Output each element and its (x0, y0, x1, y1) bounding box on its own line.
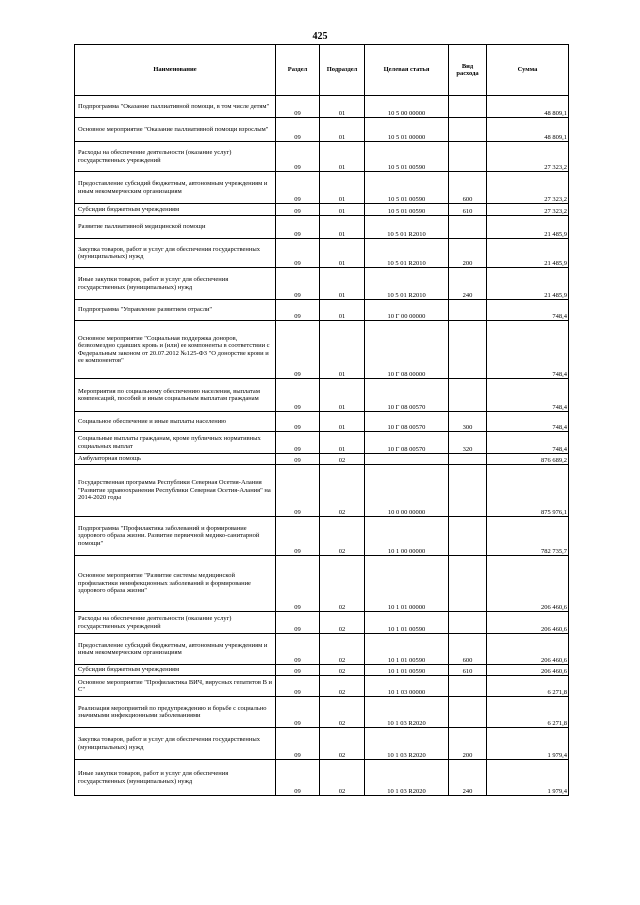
cell-section: 09 (276, 556, 320, 612)
cell-target: 10 1 03 R2020 (365, 760, 449, 796)
cell-target: 10 0 00 00000 (365, 465, 449, 517)
cell-name: Предоставление субсидий бюджетным, автономным учреждениям и иным некоммерческим организациям (75, 634, 276, 665)
cell-section: 09 (276, 760, 320, 796)
cell-amount: 748,4 (487, 321, 569, 379)
cell-amount: 6 271,8 (487, 697, 569, 728)
table-row (75, 465, 569, 517)
cell-amount: 206 460,6 (487, 634, 569, 665)
cell-name: Основное мероприятие "Развитие системы медицинской профилактики неинфекционных заболеваний и формирование здорового образа жизни" (75, 556, 276, 612)
cell-target: 10 Г 08 00570 (365, 412, 449, 432)
cell-name: Иные закупки товаров, работ и услуг для обеспечения государственных (муниципальных) нужд (75, 760, 276, 796)
header-exp-type: Вид расхода (449, 45, 487, 96)
cell-section: 09 (276, 379, 320, 412)
cell-section: 09 (276, 634, 320, 665)
cell-exp-type: 200 (449, 728, 487, 760)
cell-amount: 876 689,2 (487, 454, 569, 465)
cell-amount: 48 809,1 (487, 96, 569, 118)
cell-name: Реализация мероприятий по предупреждению и борьбе с социально значимыми инфекционными заболеваниями (75, 697, 276, 728)
cell-target: 10 5 01 R2010 (365, 239, 449, 268)
cell-section: 09 (276, 204, 320, 216)
table-row (75, 300, 569, 321)
table-row (75, 204, 569, 216)
cell-exp-type (449, 321, 487, 379)
cell-subsection: 02 (320, 676, 365, 697)
cell-target: 10 5 01 00590 (365, 204, 449, 216)
cell-subsection: 02 (320, 465, 365, 517)
cell-section: 09 (276, 676, 320, 697)
table-row (75, 665, 569, 676)
cell-section: 09 (276, 665, 320, 676)
table-row (75, 412, 569, 432)
cell-subsection: 01 (320, 432, 365, 454)
cell-amount: 6 271,8 (487, 676, 569, 697)
cell-name: Государственная программа Республики Северная Осетия-Алания "Развитие здравоохранения Республики Северная Осетия-Алания" на 2014-2020 годы (75, 465, 276, 517)
cell-exp-type: 610 (449, 665, 487, 676)
cell-name: Предоставление субсидий бюджетным, автономным учреждениям и иным некоммерческим организациям (75, 172, 276, 204)
table-row (75, 432, 569, 454)
cell-name: Основное мероприятие "Социальная поддержка доноров, безвозмездно сдавших кровь и (или) ее компоненты в соответствии с Федеральным законом от 20.07.2012 №125-ФЗ "О донорстве крови и ее компонентов" (75, 321, 276, 379)
cell-exp-type: 300 (449, 412, 487, 432)
cell-amount: 748,4 (487, 432, 569, 454)
header-section: Раздел (276, 45, 320, 96)
cell-subsection: 01 (320, 412, 365, 432)
cell-target: 10 Г 08 00570 (365, 379, 449, 412)
table-row (75, 268, 569, 300)
cell-section: 09 (276, 142, 320, 172)
cell-name: Субсидии бюджетным учреждениям (75, 204, 276, 216)
cell-subsection: 02 (320, 760, 365, 796)
cell-target: 10 5 01 R2010 (365, 268, 449, 300)
cell-target: 10 Г 08 00570 (365, 432, 449, 454)
cell-amount: 27 323,2 (487, 172, 569, 204)
table-row (75, 96, 569, 118)
cell-name: Основное мероприятие "Профилактика ВИЧ, вирусных гепатитов В и С" (75, 676, 276, 697)
cell-section: 09 (276, 118, 320, 142)
cell-name: Амбулаторная помощь (75, 454, 276, 465)
cell-amount: 1 979,4 (487, 728, 569, 760)
cell-name: Подпрограмма "Оказание паллиативной помощи, в том числе детям" (75, 96, 276, 118)
cell-amount: 27 323,2 (487, 204, 569, 216)
cell-amount: 27 323,2 (487, 142, 569, 172)
cell-subsection: 02 (320, 634, 365, 665)
cell-section: 09 (276, 454, 320, 465)
cell-subsection: 02 (320, 728, 365, 760)
cell-amount: 21 485,9 (487, 268, 569, 300)
cell-target: 10 Г 08 00000 (365, 321, 449, 379)
cell-name: Развитие паллиативной медицинской помощи (75, 216, 276, 239)
cell-target (365, 454, 449, 465)
cell-subsection: 02 (320, 697, 365, 728)
cell-amount: 21 485,9 (487, 216, 569, 239)
budget-table (74, 44, 569, 796)
cell-section: 09 (276, 172, 320, 204)
cell-exp-type (449, 676, 487, 697)
table-row (75, 454, 569, 465)
cell-target: 10 5 01 R2010 (365, 216, 449, 239)
cell-target: 10 1 01 00590 (365, 634, 449, 665)
cell-name: Подпрограмма "Профилактика заболеваний и формирование здорового образа жизни. Развитие первичной медико-санитарной помощи" (75, 517, 276, 556)
table-row (75, 517, 569, 556)
cell-amount: 875 976,1 (487, 465, 569, 517)
cell-name: Иные закупки товаров, работ и услуг для обеспечения государственных (муниципальных) нужд (75, 268, 276, 300)
table-row (75, 172, 569, 204)
cell-exp-type (449, 379, 487, 412)
cell-target: 10 1 00 00000 (365, 517, 449, 556)
cell-section: 09 (276, 697, 320, 728)
cell-section: 09 (276, 216, 320, 239)
table-row (75, 216, 569, 239)
cell-exp-type (449, 612, 487, 634)
cell-section: 09 (276, 612, 320, 634)
cell-target: 10 1 01 00590 (365, 612, 449, 634)
cell-subsection: 01 (320, 321, 365, 379)
table-row (75, 556, 569, 612)
header-subsection: Подраздел (320, 45, 365, 96)
cell-section: 09 (276, 517, 320, 556)
cell-section: 09 (276, 321, 320, 379)
cell-target: 10 1 03 00000 (365, 676, 449, 697)
table-row (75, 118, 569, 142)
cell-name: Расходы на обеспечение деятельности (оказание услуг) государственных учреждений (75, 612, 276, 634)
cell-subsection: 02 (320, 556, 365, 612)
cell-name: Мероприятия по социальному обеспечению населения, выплатам компенсаций, пособий и иным социальным выплатам гражданам (75, 379, 276, 412)
cell-subsection: 01 (320, 142, 365, 172)
cell-exp-type (449, 96, 487, 118)
cell-amount: 782 735,7 (487, 517, 569, 556)
cell-subsection: 02 (320, 665, 365, 676)
table-row (75, 239, 569, 268)
cell-amount: 206 460,6 (487, 556, 569, 612)
cell-target: 10 1 01 00590 (365, 665, 449, 676)
cell-name: Основное мероприятие "Оказание паллиативной помощи взрослым" (75, 118, 276, 142)
cell-section: 09 (276, 412, 320, 432)
cell-exp-type (449, 454, 487, 465)
cell-exp-type (449, 465, 487, 517)
table-row (75, 634, 569, 665)
cell-section: 09 (276, 465, 320, 517)
cell-section: 09 (276, 96, 320, 118)
cell-section: 09 (276, 728, 320, 760)
cell-name: Подпрограмма "Управление развитием отрасли" (75, 300, 276, 321)
cell-amount: 1 979,4 (487, 760, 569, 796)
cell-name: Социальные выплаты гражданам, кроме публичных нормативных социальных выплат (75, 432, 276, 454)
table-row (75, 142, 569, 172)
table-row (75, 379, 569, 412)
header-name: Наименование (75, 45, 276, 96)
cell-target: 10 1 03 R2020 (365, 697, 449, 728)
cell-amount: 748,4 (487, 300, 569, 321)
cell-exp-type (449, 118, 487, 142)
cell-target: 10 5 00 00000 (365, 96, 449, 118)
cell-subsection: 01 (320, 239, 365, 268)
table-row (75, 676, 569, 697)
cell-amount: 206 460,6 (487, 665, 569, 676)
cell-exp-type: 600 (449, 172, 487, 204)
cell-name: Закупка товаров, работ и услуг для обеспечения государственных (муниципальных) нужд (75, 239, 276, 268)
table-row (75, 321, 569, 379)
cell-exp-type: 320 (449, 432, 487, 454)
cell-subsection: 01 (320, 96, 365, 118)
cell-exp-type (449, 556, 487, 612)
cell-subsection: 01 (320, 216, 365, 239)
cell-exp-type: 240 (449, 268, 487, 300)
cell-target: 10 Г 00 00000 (365, 300, 449, 321)
cell-section: 09 (276, 268, 320, 300)
cell-subsection: 01 (320, 204, 365, 216)
table-header-row (75, 45, 569, 96)
cell-subsection: 01 (320, 379, 365, 412)
cell-exp-type: 610 (449, 204, 487, 216)
cell-subsection: 01 (320, 300, 365, 321)
cell-amount: 748,4 (487, 412, 569, 432)
cell-target: 10 1 01 00000 (365, 556, 449, 612)
cell-exp-type: 200 (449, 239, 487, 268)
header-target: Целевая статья (365, 45, 449, 96)
cell-name: Социальное обеспечение и иные выплаты населению (75, 412, 276, 432)
cell-subsection: 01 (320, 172, 365, 204)
cell-target: 10 5 01 00000 (365, 118, 449, 142)
cell-amount: 748,4 (487, 379, 569, 412)
cell-section: 09 (276, 300, 320, 321)
table-row (75, 728, 569, 760)
cell-amount: 21 485,9 (487, 239, 569, 268)
cell-exp-type: 240 (449, 760, 487, 796)
cell-section: 09 (276, 432, 320, 454)
cell-subsection: 01 (320, 118, 365, 142)
cell-exp-type (449, 517, 487, 556)
cell-name: Расходы на обеспечение деятельности (оказание услуг) государственных учреждений (75, 142, 276, 172)
cell-exp-type (449, 142, 487, 172)
cell-amount: 48 809,1 (487, 118, 569, 142)
cell-target: 10 5 01 00590 (365, 142, 449, 172)
cell-subsection: 01 (320, 268, 365, 300)
header-amount: Сумма (487, 45, 569, 96)
page-number: 425 (312, 31, 328, 42)
cell-subsection: 02 (320, 517, 365, 556)
table-row (75, 760, 569, 796)
cell-exp-type (449, 697, 487, 728)
cell-subsection: 02 (320, 454, 365, 465)
cell-exp-type: 600 (449, 634, 487, 665)
cell-name: Субсидии бюджетным учреждениям (75, 665, 276, 676)
table-row (75, 697, 569, 728)
cell-section: 09 (276, 239, 320, 268)
table-row (75, 612, 569, 634)
cell-exp-type (449, 300, 487, 321)
cell-target: 10 1 03 R2020 (365, 728, 449, 760)
cell-target: 10 5 01 00590 (365, 172, 449, 204)
cell-amount: 206 460,6 (487, 612, 569, 634)
cell-subsection: 02 (320, 612, 365, 634)
cell-name: Закупка товаров, работ и услуг для обеспечения государственных (муниципальных) нужд (75, 728, 276, 760)
cell-exp-type (449, 216, 487, 239)
